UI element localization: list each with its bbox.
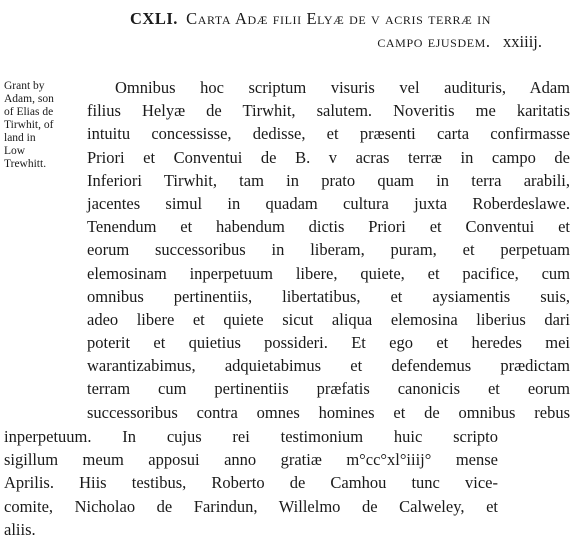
text-line: adeo libere et quiete sicut aliqua elemosina liberius dari — [87, 309, 570, 329]
margin-note-line: Adam, son — [4, 93, 54, 105]
margin-note-line: Tirwhit, of — [4, 119, 54, 131]
text-line: filius Helyæ de Tirwhit, salutem. Noveritis me karitatis — [87, 101, 570, 121]
margin-note-line: of Elias de — [4, 106, 54, 118]
charter-code: xxiiij. — [503, 32, 542, 51]
text-line: aliis. — [4, 519, 36, 539]
margin-note — [4, 80, 76, 171]
text-line: comite, Nicholao de Farindun, Willelmo de Calweley, et — [4, 496, 498, 516]
charter-title-line2: campo ejusdem. — [377, 32, 491, 51]
text-line: elemosinam inperpetuum libere, quiete, et pacifice, cum — [87, 263, 570, 283]
text-line: Priori et Conventui de B. v acras terræ in campo de — [87, 147, 570, 167]
text-line: sigillum meum apposui anno gratiæ m°cc°xl°iiij° mense — [4, 450, 498, 470]
charter-number: CXLI. — [130, 9, 178, 28]
text-line: Aprilis. Hiis testibus, Roberto de Camhou tunc vice- — [4, 473, 498, 493]
margin-note-line: Low — [4, 145, 26, 157]
charter-body — [87, 76, 570, 424]
charter-title-line1: Carta Adæ filii Elyæ de v acris terræ in — [186, 9, 492, 28]
text-line: inperpetuum. In cujus rei testimonium huic scripto — [4, 427, 498, 446]
text-line: jacentes simul in quadam cultura juxta Roberdeslawe. — [87, 193, 570, 213]
charter-heading — [130, 7, 570, 53]
text-line: omnibus pertinentiis, libertatibus, et aysiamentis suis, — [87, 286, 570, 306]
text-line: eorum successoribus in liberam, puram, et perpetuam — [87, 240, 570, 260]
text-line: warantizabimus, adquietabimus et defendemus prædictam — [87, 356, 570, 376]
text-line: Inferiori Tirwhit, tam in prato quam in terra arabili, — [87, 170, 570, 190]
charter-body-continued — [4, 425, 498, 541]
margin-note-line: land in — [4, 132, 36, 144]
margin-note-line: Trewhitt. — [4, 158, 47, 170]
text-line: terram cum pertinentiis præfatis canonicis et eorum — [87, 379, 570, 399]
margin-note-line: Grant by — [4, 80, 45, 92]
text-line: poterit et quietius possideri. Et ego et heredes mei — [87, 333, 570, 353]
text-line: Tenendum et habendum dictis Priori et Conventui et — [87, 217, 570, 237]
text-line: intuitu concessisse, dedisse, et præsenti carta confirmasse — [87, 124, 570, 144]
text-line: Omnibus hoc scriptum visuris vel audituris, Adam — [115, 78, 570, 97]
text-line: successoribus contra omnes homines et de omnibus rebus — [87, 402, 570, 422]
